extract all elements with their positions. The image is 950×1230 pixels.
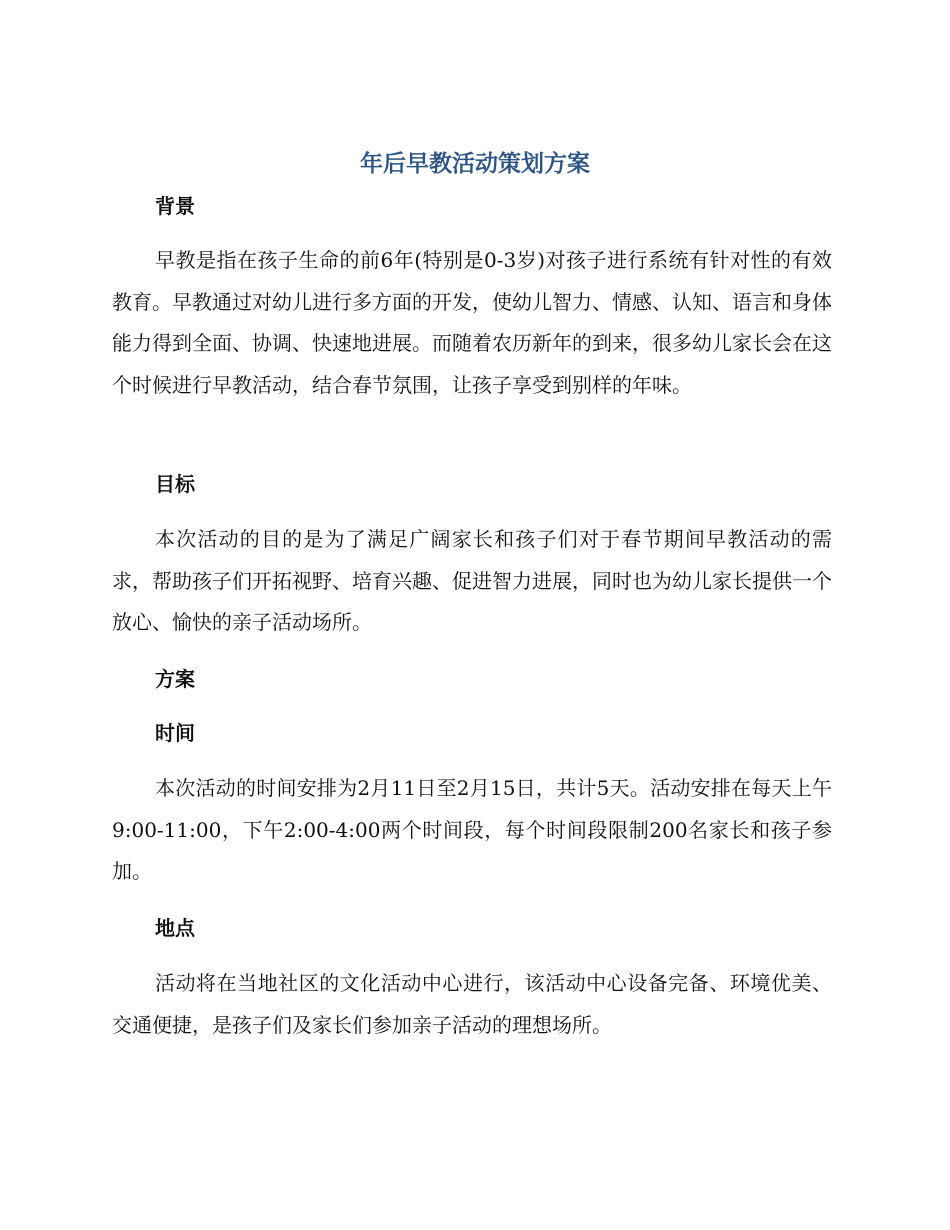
document-title: 年后早教活动策划方案 <box>360 151 590 177</box>
section-paragraph-location: 活动将在当地社区的文化活动中心进行，该活动中心设备完备、环境优美、交通便捷，是孩子们及家长们参加亲子活动的理想场所。 <box>112 971 832 1037</box>
section-paragraph-time: 本次活动的时间安排为2月11日至2月15日，共计5天。活动安排在每天上午9:00-11:00，下午2:00-4:00两个时间段，每个时间段限制200名家长和孩子参加。 <box>112 776 832 883</box>
section-heading-plan: 方案 <box>155 667 195 691</box>
section-heading-location: 地点 <box>155 916 195 940</box>
section-paragraph-goal: 本次活动的目的是为了满足广阔家长和孩子们对于春节期间早教活动的需求，帮助孩子们开拓视野、培育兴趣、促进智力进展，同时也为幼儿家长提供一个放心、愉快的亲子活动场所。 <box>112 527 832 634</box>
section-heading-goal: 目标 <box>155 472 195 496</box>
section-heading-time: 时间 <box>155 721 195 745</box>
section-heading-background: 背景 <box>155 194 195 218</box>
section-paragraph-background: 早教是指在孩子生命的前6年(特别是0-3岁)对孩子进行系统有针对性的有效教育。早教通过对幼儿进行多方面的开发，使幼儿智力、情感、认知、语言和身体能力得到全面、协调、快速地进展。而随着农历新年的到来，很多幼儿家长会在这个时候进行早教活动，结合春节氛围，让孩子享受到别样的年味。 <box>112 248 832 397</box>
